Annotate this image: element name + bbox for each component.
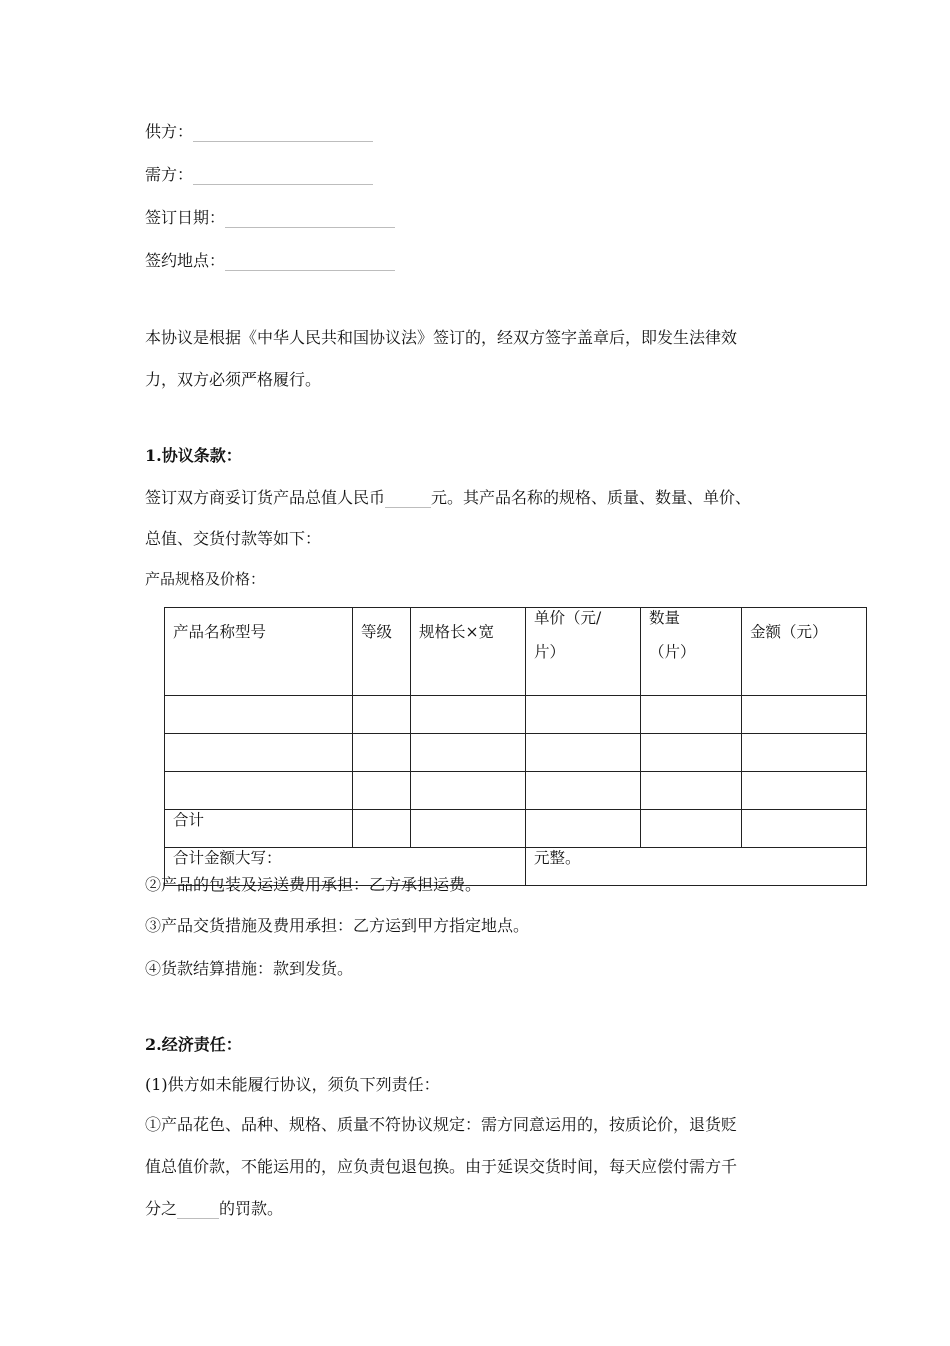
sign-date-field bbox=[145, 208, 395, 228]
spec-label: 产品规格及价格： bbox=[145, 570, 266, 588]
table-cell[interactable] bbox=[411, 696, 526, 734]
sign-place-blank[interactable] bbox=[225, 253, 395, 271]
table-cell[interactable] bbox=[742, 696, 867, 734]
product-spec-table bbox=[164, 607, 867, 886]
header-quantity bbox=[641, 608, 742, 696]
total-value-prefix: 签订双方商妥订货产品总值人民币 bbox=[145, 488, 386, 507]
table-cell[interactable] bbox=[742, 772, 867, 810]
header-quantity-line1: 数量 bbox=[649, 609, 681, 627]
penalty-blank[interactable] bbox=[177, 1201, 219, 1219]
table-cell[interactable] bbox=[411, 734, 526, 772]
clause1-line-1: ①产品花色、品种、规格、质量不符协议规定：需方同意运用的，按质论价，退货贬 bbox=[145, 1115, 738, 1134]
table-cell[interactable] bbox=[641, 734, 742, 772]
total-words-suffix: 元整。 bbox=[526, 848, 867, 886]
table-cell[interactable] bbox=[641, 772, 742, 810]
item-packaging: ②产品的包装及运送费用承担：乙方承担运费。 bbox=[145, 875, 482, 894]
sign-date-blank[interactable] bbox=[225, 210, 395, 228]
table-row bbox=[165, 772, 867, 810]
total-value-blank[interactable] bbox=[385, 490, 431, 508]
subtotal-row bbox=[165, 810, 867, 848]
table-cell[interactable] bbox=[526, 810, 641, 848]
total-words-label: 合计金额大写： bbox=[165, 848, 526, 886]
header-spec: 规格长×宽 bbox=[411, 608, 526, 696]
intro-line-1: 本协议是根据《中华人民共和国协议法》签订的，经双方签字盖章后，即发生法律效 bbox=[145, 328, 738, 347]
table-cell[interactable] bbox=[641, 810, 742, 848]
table-cell[interactable] bbox=[411, 810, 526, 848]
penalty-prefix: 分之 bbox=[145, 1199, 178, 1218]
table-cell[interactable] bbox=[526, 696, 641, 734]
buyer-label: 需方： bbox=[145, 165, 194, 184]
table-cell[interactable] bbox=[353, 696, 411, 734]
table-cell[interactable] bbox=[742, 810, 867, 848]
table-cell[interactable] bbox=[353, 772, 411, 810]
table-cell[interactable] bbox=[353, 810, 411, 848]
table-cell[interactable] bbox=[353, 734, 411, 772]
total-value-suffix: 元。其产品名称的规格、质量、数量、单价、 bbox=[431, 488, 752, 507]
header-grade: 等级 bbox=[353, 608, 411, 696]
table-cell[interactable] bbox=[165, 734, 353, 772]
penalty-suffix: 的罚款。 bbox=[219, 1199, 284, 1218]
header-amount: 金额（元） bbox=[742, 608, 867, 696]
buyer-field bbox=[145, 165, 373, 185]
table-header-row bbox=[165, 608, 867, 696]
sign-place-label: 签约地点： bbox=[145, 251, 226, 270]
clause1-line-3 bbox=[145, 1199, 283, 1219]
section1-para-line-2: 总值、交货付款等如下： bbox=[145, 529, 322, 548]
section1-heading: 1.协议条款： bbox=[145, 446, 242, 465]
table-cell[interactable] bbox=[165, 696, 353, 734]
sign-date-label: 签订日期： bbox=[145, 208, 226, 227]
header-product-name: 产品名称型号 bbox=[165, 608, 353, 696]
header-unit-price-line2: 片） bbox=[534, 643, 566, 661]
table-cell[interactable] bbox=[411, 772, 526, 810]
table-row bbox=[165, 696, 867, 734]
section2-heading: 2.经济责任： bbox=[145, 1035, 242, 1054]
subtotal-label: 合计 bbox=[165, 810, 353, 848]
buyer-blank[interactable] bbox=[193, 167, 373, 185]
supplier-label: 供方： bbox=[145, 122, 194, 141]
sign-place-field bbox=[145, 251, 395, 271]
item-delivery: ③产品交货措施及费用承担：乙方运到甲方指定地点。 bbox=[145, 916, 530, 935]
section1-para-line-1 bbox=[145, 488, 751, 508]
intro-line-2: 力，双方必须严格履行。 bbox=[145, 370, 322, 389]
header-unit-price-line1: 单价（元/ bbox=[534, 609, 602, 627]
table-row bbox=[165, 734, 867, 772]
supplier-field bbox=[145, 122, 373, 142]
header-quantity-line2: （片） bbox=[649, 643, 696, 661]
table-cell[interactable] bbox=[165, 772, 353, 810]
section2-sub1: (1)供方如未能履行协议，须负下列责任： bbox=[145, 1075, 440, 1094]
item-payment: ④货款结算措施：款到发货。 bbox=[145, 959, 354, 978]
table-cell[interactable] bbox=[526, 772, 641, 810]
table-cell[interactable] bbox=[641, 696, 742, 734]
table-cell[interactable] bbox=[742, 734, 867, 772]
clause1-line-2: 值总值价款，不能运用的，应负责包退包换。由于延误交货时间，每天应偿付需方千 bbox=[145, 1157, 738, 1176]
header-unit-price bbox=[526, 608, 641, 696]
supplier-blank[interactable] bbox=[193, 124, 373, 142]
table-cell[interactable] bbox=[526, 734, 641, 772]
